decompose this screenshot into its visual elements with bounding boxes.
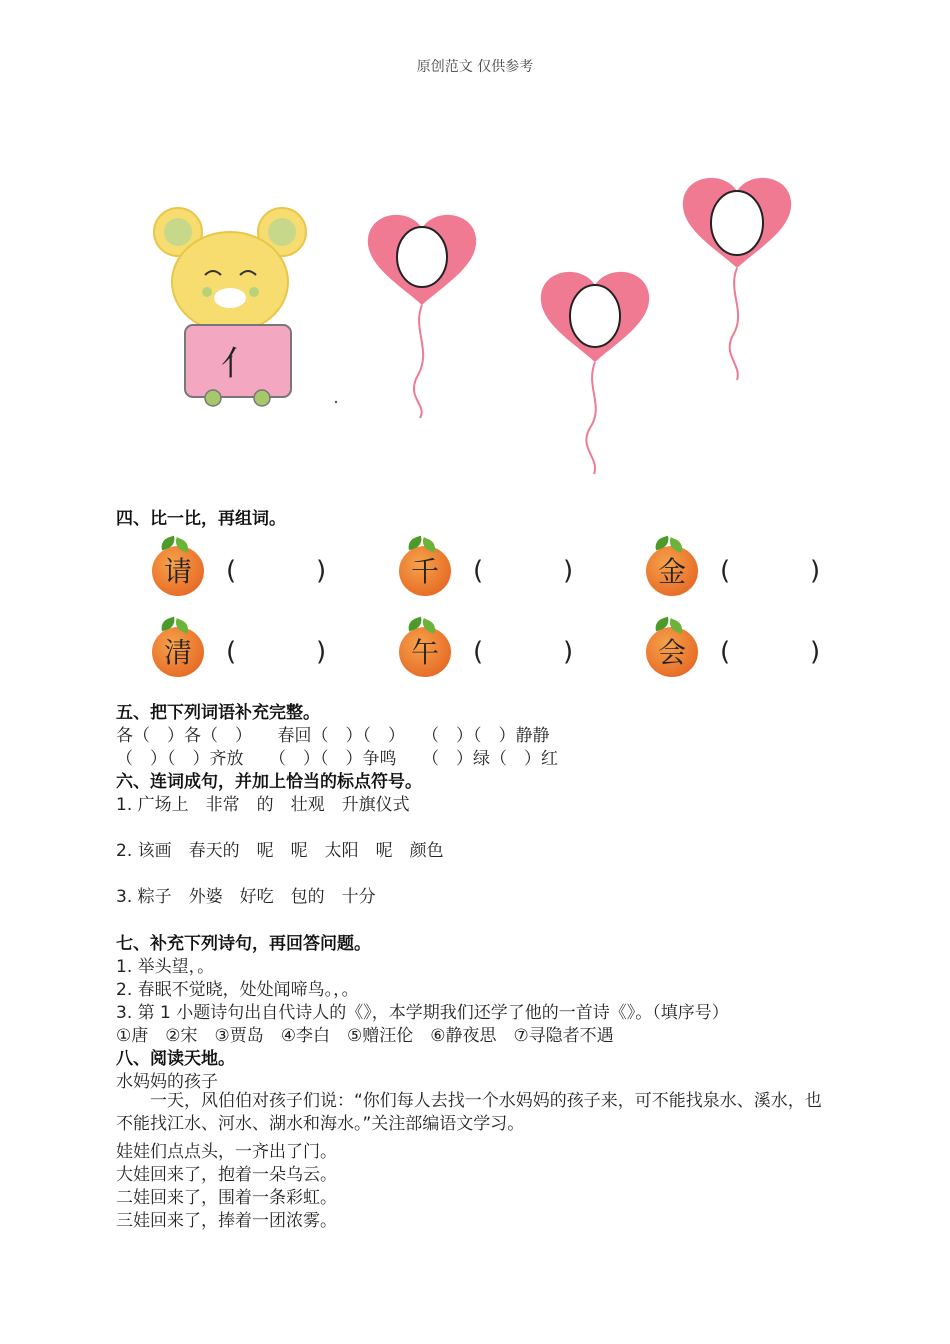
paren-open: ( [226,637,237,667]
paren-close: ) [810,556,821,586]
paren-open: ( [720,637,731,667]
section-7-title: 七、补充下列诗句，再回答问题。 [116,934,371,954]
section-8-title: 八、阅读天地。 [116,1049,235,1069]
story-line: 三娃回来了，捧着一团浓雾。 [116,1211,337,1231]
story-title: 水妈妈的孩子 [116,1072,218,1092]
paren-open: ( [226,556,237,586]
orange-icon [150,538,208,596]
section-6-title: 六、连词成句，并加上恰当的标点符号。 [116,772,422,792]
orange-icon [150,619,208,677]
story-line: 大娃回来了，抱着一朵乌云。 [116,1165,337,1185]
section-7-question-3: 3. 第 1 小题诗句出自代诗人的《》，本学期我们还学了他的一首诗《》。（填序号） [116,1003,729,1023]
cart-character: 亻 [221,344,255,384]
paren-open: ( [473,637,484,667]
paren-close: ) [810,637,821,667]
story-line: 二娃回来了，围着一条彩虹。 [116,1188,337,1208]
paren-close: ) [563,637,574,667]
word-char: 会 [657,636,686,669]
orange-icon [397,619,455,677]
paren-close: ) [316,556,327,586]
orange-icon [397,538,455,596]
story-line: 娃娃们点点头，一齐出了门。 [116,1142,337,1162]
orange-icon [644,619,702,677]
paren-open: ( [720,556,731,586]
section-7-question-2: 2. 春眠不觉晓，处处闻啼鸟。，。 [116,980,359,1000]
section-7-options: ①唐 ②宋 ③贾岛 ④李白 ⑤赠汪伦 ⑥静夜思 ⑦寻隐者不遇 [116,1026,614,1046]
word-char: 千 [410,555,439,588]
section-5-title: 五、把下列词语补充完整。 [116,703,320,723]
mouse-balloons-illustration [0,0,950,490]
word-char: 清 [163,636,192,669]
paren-close: ) [316,637,327,667]
section-5-line-2: （ ）（ ）齐放 （ ）（ ）争鸣 （ ）绿（ ）红 [116,749,558,769]
section-4-title: 四、比一比，再组词。 [116,509,286,529]
word-char: 请 [163,555,192,588]
paren-open: ( [473,556,484,586]
section-6-question-1: 1. 广场上 非常 的 壮观 升旗仪式 [116,795,410,815]
section-5-line-1: 各（ ）各（ ） 春回（ ）（ ） （ ）（ ）静静 [116,726,550,746]
section-6-question-3: 3. 粽子 外婆 好吃 包的 十分 [116,887,376,907]
page-header: 原创范文 仅供参考 [416,59,534,75]
section-6-question-2: 2. 该画 春天的 呢 呢 太阳 呢 颜色 [116,841,444,861]
word-char: 午 [410,636,439,669]
paren-close: ) [563,556,574,586]
story-paragraph: 一天，风伯伯对孩子们说：“你们每人去找一个水妈妈的孩子来，可不能找泉水、溪水，也不能找江水、河水、湖水和海水。”关注部编语文学习。 [116,1091,822,1134]
word-char: 金 [657,555,686,588]
section-7-question-1: 1. 举头望，。 [116,957,215,977]
orange-icon [644,538,702,596]
